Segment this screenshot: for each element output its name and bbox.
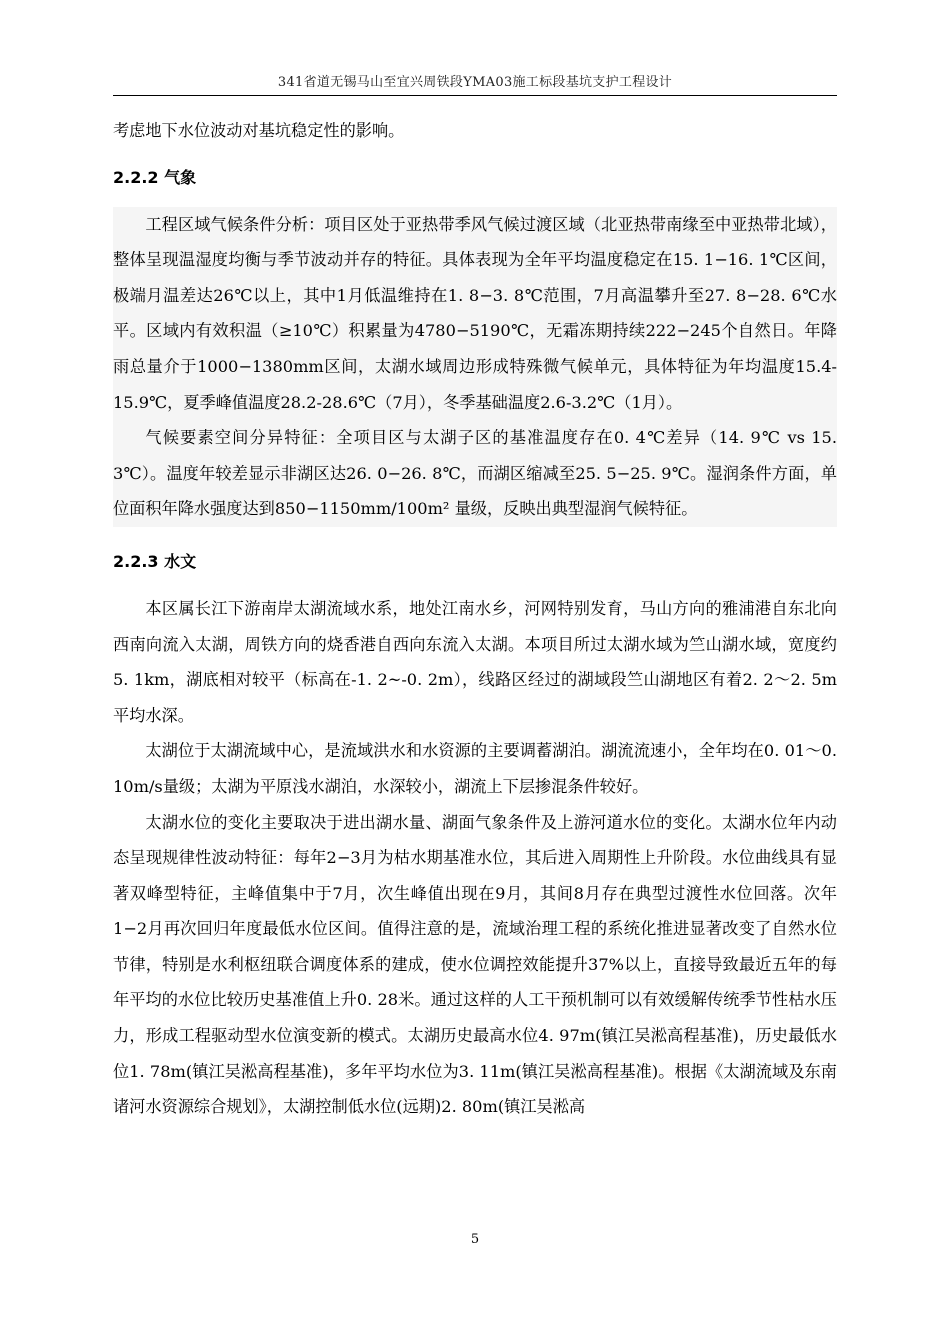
hydrology-paragraph-1: 本区属长江下游南岸太湖流域水系，地处江南水乡，河网特别发育，马山方向的雅浦港自东北向西南向流入太湖，周铁方向的烧香港自西向东流入太湖。本项目所过太湖水域为竺山湖水域，宽度约5. 1km，湖底相对较平（标高在-1. 2~-0. 2m），线路区经过的湖域段竺山湖地区有着2. 2～2. 5m平均水深。 [113,598,837,725]
climate-paragraph-2: 气候要素空间分异特征：全项目区与太湖子区的基准温度存在0. 4℃差异（14. 9℃ vs 15. 3℃）。温度年较差显示非湖区达26. 0−26. 8℃，而湖区缩减至25. 5−25. 9℃。湿润条件方面，单位面积年降水强度达到850−1150mm/100m² 量级，反映出典型湿润气候特征。 [113,428,837,519]
hydrology-paragraph-2: 太湖位于太湖流域中心，是流域洪水和水资源的主要调蓄湖泊。湖流流速小，全年均在0. 01～0. 10m/s量级；太湖为平原浅水湖泊，水深较小，湖流上下层掺混条件较好。 [113,741,837,796]
climate-block [113,207,837,527]
page-number: 5 [470,1232,480,1247]
page-body [113,113,837,1125]
climate-paragraph-1: 工程区域气候条件分析：项目区处于亚热带季风气候过渡区域（北亚热带南缘至中亚热带北域），整体呈现温湿度均衡与季节波动并存的特征。具体表现为全年平均温度稳定在15. 1−16. 1℃区间，极端月温差达26℃以上，其中1月低温维持在1. 8−3. 8℃范围，7月高温攀升至27. 8−28. 6℃水平。区域内有效积温（≥10℃）积累量为4780−5190℃，无霜冻期持续222−245个自然日。年降雨总量介于1000−1380mm区间，太湖水域周边形成特殊微气候单元，具体特征为年均温度15.4-15.9℃，夏季峰值温度28.2-28.6℃（7月），冬季基础温度2.6-3.2℃（1月）。 [113,214,837,412]
running-header-title: 341省道无锡马山至宜兴周铁段YMA03施工标段基坑支护工程设计 [277,75,673,90]
section-heading-2-2-3: 2.2.3 水文 [113,551,197,571]
header-divider [113,95,837,96]
section-heading-2-2-2: 2.2.2 气象 [113,167,197,187]
hydrology-paragraph-3: 太湖水位的变化主要取决于进出湖水量、湖面气象条件及上游河道水位的变化。太湖水位年内动态呈现规律性波动特征：每年2−3月为枯水期基准水位，其后进入周期性上升阶段。水位曲线具有显著双峰型特征，主峰值集中于7月，次生峰值出现在9月，其间8月存在典型过渡性水位回落。次年1−2月再次回归年度最低水位区间。值得注意的是，流域治理工程的系统化推进显著改变了自然水位节律，特别是水利枢纽联合调度体系的建成，使水位调控效能提升37%以上，直接导致最近五年的每年平均的水位比较历史基准值上升0. 28米。通过这样的人工干预机制可以有效缓解传统季节性枯水压力，形成工程驱动型水位演变新的模式。太湖历史最高水位4. 97m(镇江吴淞高程基准)，历史最低水位1. 78m(镇江吴淞高程基准)，多年平均水位为3. 11m(镇江吴淞高程基准)。根据《太湖流域及东南诸河水资源综合规划》，太湖控制低水位(远期)2. 80m(镇江吴淞高 [113,812,837,1117]
intro-paragraph: 考虑地下水位波动对基坑稳定性的影响。 [113,121,405,140]
